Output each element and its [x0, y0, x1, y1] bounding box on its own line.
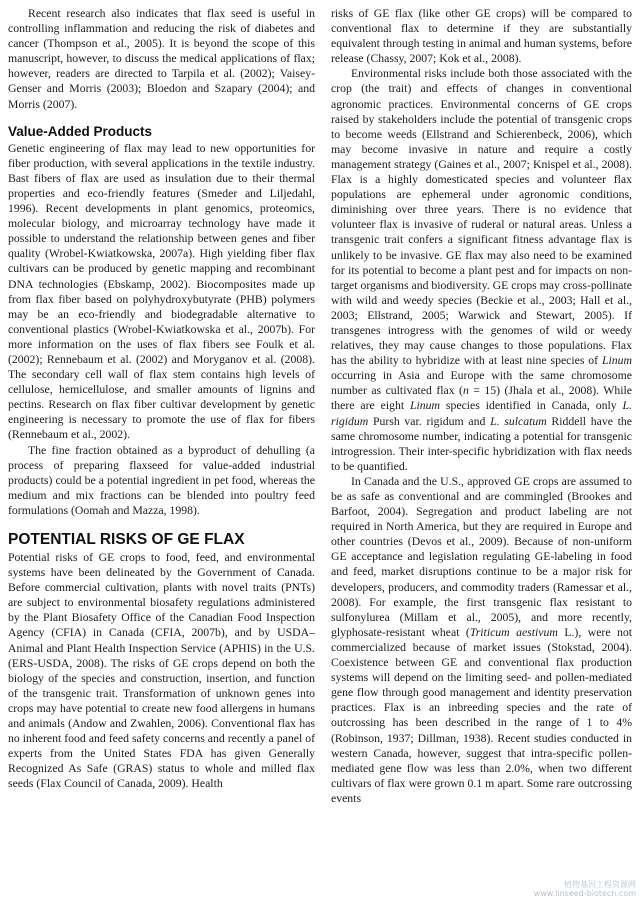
watermark-url: www.linseed-biotech.com [533, 889, 636, 898]
italic-term: Triticum aestivum [469, 625, 558, 639]
paragraph-risk-regulation: Potential risks of GE crops to food, feed, and environmental systems have been delineated by the Government of Canada. Before commercial cultivation, plants with novel traits (PNTs) are subject to environmental biosafety regulations administered by the Plant Biosafety Office of the Canadian Food Inspection Agency (CFIA) in Canada (CFIA, 2007b), and by USDA–Animal and Plant Health Inspection Service (APHIS) in the U.S. (ERS-USDA, 2008). The risks of GE crops depend on both the biology of the species and construction, insertion, and function of the transgenic trait. Transformation of unknown genes into crops may have potential to create new food allergens in humans and animals (Andow and Zwahlen, 2006). Conventional flax has no inherent food and feed safety concerns and recently a panel of experts from the United States FDA has given Generally Recognized As Safe (GRAS) status to whole and milled flax seeds (Flax Council of Canada, 2009). Health [8, 551, 315, 791]
paragraph-environmental-risks [331, 66, 632, 474]
text-run: L.), were not commercialized because of market issues (Stokstad, 2004). Coexistence between GE and conventional flax production systems will depend on the limiting seed- and pollen-mediated gene flow through good management and identity preservation practices. Flax is an inbreeding species and the rate of outcrossing has been described in the range of 1 to 4% (Robinson, 1937; Dillman, 1938). Recent studies conducted in western Canada, however, suggest that intra-specific pollen-mediated gene flow was less than 2.0%, when two different cultivars of flax were grown 0.1 m apart. Some rare outcrossing events [331, 625, 632, 805]
paragraph-fiber-production: Genetic engineering of flax may lead to new opportunities for fiber production, with several applications in the textile industry. Bast fibers of flax are used as insulation due to their thermal properties and eco-friendly features (Smeder and Liljedahl, 1996). Recent developments in plant genomics, proteomics, molecular biology, and microarray technology have made it possible to understand the relationship between genes and fiber quality (Wrobel-Kwiatkowska, 2007a). High yielding fiber flax cultivars can be produced by genetic mapping and recombinant DNA technologies (Ebskamp, 2002). Biocomposites made up from flax fiber based on polyhydroxybutyrate (PHB) polymers may be an eco-friendly and biodegradable alternative to conventional plastics (Wrobel-Kwiatkowska et al., 2007b). For more information on the uses of flax fibers see Foulk et al. (2002); Rennebaum et al. (2002) and Moryganov et al. (2008). The secondary cell wall of flax stem contains high levels of cellulose, hemicellulose, and smaller amounts of lignins and pectins. Research on flax fiber cultivar development by genetic engineering is necessary to promote the use of flax for fibers (Rennebaum et al., 2002). [8, 141, 315, 442]
italic-term: Linum [601, 354, 632, 368]
text-run: species identified in Canada, only [440, 399, 623, 413]
text-run: occurring in Asia and Europe with the same chromosome number as cultivated flax ( [331, 369, 632, 398]
italic-term: n [462, 384, 469, 398]
heading-potential-risks: POTENTIAL RISKS OF GE FLAX [8, 531, 245, 548]
paragraph-flax-health: Recent research also indicates that flax seed is useful in controlling inflammation and reducing the risk of diabetes and cancer (Thompson et al., 2005). It is beyond the scope of this manuscript, however, to discuss the medical applications of flax; however, readers are directed to Tarpila et al. (2002); Vaisey-Genser and Morris (2003); Bloedon and Szapary (2004); and Morris (2007). [8, 7, 315, 111]
paragraph-market-coexistence [331, 474, 632, 806]
text-run: In Canada and the U.S., approved GE crops are assumed to be as safe as conventional and are commingled (Brookes and Barfoot, 2004). Segregation and product labeling are not required in North America, but they are required in Europe and other countries (Devos et al., 2009). Because of non-uniform GE acceptance and legislation regulating GE-labeling in food and feed, market disruptions continue to be a major risk for developers, producers, and commodity traders (Ramessar et al., 2008). For example, the first transgenic flax resistant to sulfonylurea (Millam et al., 2005), and more recently, glyphosate-resistant wheat ( [331, 474, 632, 639]
left-column [8, 6, 315, 792]
text-run: = 15) (Jhala et al., 2008). While there are eight [331, 384, 632, 413]
right-column [331, 6, 632, 806]
text-run: Riddell have the same chromosome number, indicating a potential for transgenic introgression. Their inter-specific hybridization with flax needs to be quantified. [331, 414, 633, 473]
italic-term: Linum [409, 399, 441, 413]
italic-term: L. sulcatum [490, 414, 547, 428]
text-run: Environmental risks include both those associated with the crop (the trait) and effects of changes in conventional agronomic practices. Environmental concerns of GE crops raised by stakeholders include the potential of transgenic crops to become weeds (Ellstrand and Schierenbeck, 2006), which may become invasive in nature and require a costly management strategy (Gaines et al., 2007; Knispel et al., 2008). Flax is a highly domesticated species and volunteer flax populations are ephemeral under agronomic conditions, diminishing over three years. There is no evidence that volunteer flax is invasive of ruderal or natural areas. Unless a transgenic trait confers a significant fitness advantage flax is unlikely to be invasive. GE flax may also need to be examined for its potential to become a plant pest and for impacts on non-target organisms and biodiversity. GE crops may cross-pollinate with wild and weedy species (Beckie et al., 2003; Hall et al., 2003; Ellstrand, 2005; Warwick and Stewart, 2005). If transgenes introgress with the genomes of wild or weedy relatives, they may cause changes to those populations. Flax has the ability to hybridize with at least nine species of [331, 67, 632, 368]
paragraph-health-risks-cont: risks of GE flax (like other GE crops) will be compared to conventional flax to determine if they are substantially equivalent through testing in animal and human systems, before release (Chassy, 2007; Kok et al., 2008). [331, 7, 632, 66]
italic-term: L. rigidum [331, 399, 632, 428]
paragraph-dehulling: The fine fraction obtained as a byproduct of dehulling (a process of preparing flaxseed for value-added industrial products) could be a potential ingredient in pet food, whereas the medium and mix fractions can be blended into poultry feed formulations (Oomah and Mazza, 1998). [8, 443, 315, 517]
watermark [534, 880, 636, 898]
watermark-line: 植物基因工程资源网 [564, 880, 636, 889]
text-run: Pursh var. rigidum and [368, 414, 491, 428]
heading-value-added-products: Value-Added Products [8, 123, 153, 139]
